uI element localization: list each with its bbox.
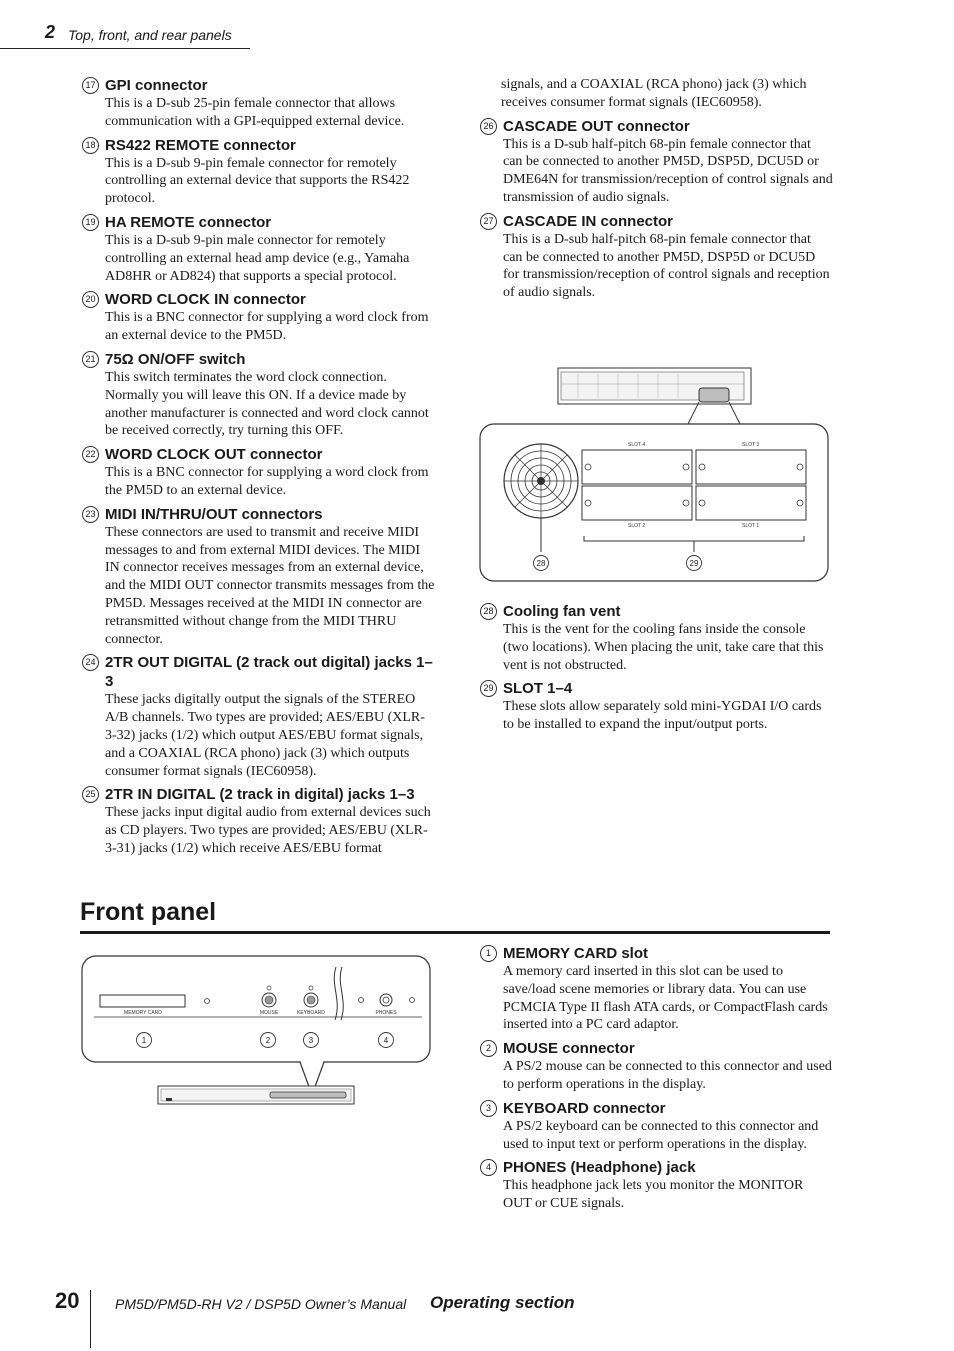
- item-20: [80, 290, 435, 345]
- item-description: This is a BNC connector for supplying a word clock from an external device to the PM5D.: [105, 310, 429, 344]
- item-heading: [80, 505, 435, 524]
- rear-panel-illustration: [478, 366, 832, 584]
- item-19: [80, 213, 435, 285]
- item-heading: [80, 445, 435, 464]
- item-title: GPI connector: [105, 77, 208, 94]
- item-number-badge: 22: [82, 446, 99, 463]
- label-mouse: MOUSE: [259, 1010, 279, 1016]
- item-title: Cooling fan vent: [503, 603, 621, 620]
- item-title: 2TR OUT DIGITAL (2 track out digital) jacks 1–3: [105, 654, 433, 691]
- item-heading: [478, 1039, 833, 1058]
- item-description: These jacks input digital audio from external devices such as CD players. Two types are provided; AES/EBU (XLR-3-31) jacks (1/2) which receive AES/EBU format: [105, 805, 431, 856]
- item-description: These connectors are used to transmit and receive MIDI messages to and from external MIDI devices. The MIDI IN connector receives messages from an external device, and the MIDI OUT connector transmits messages from the PM5D. Messages received at the MIDI IN connector are retransmitted without change from the MIDI THRU connector.: [105, 524, 435, 647]
- item-24: [80, 653, 435, 780]
- item-heading: [478, 602, 833, 621]
- item-heading: [80, 290, 435, 309]
- item-title: PHONES (Headphone) jack: [503, 1159, 696, 1177]
- item-title: 75Ω ON/OFF switch: [105, 350, 246, 368]
- item-heading: [80, 213, 435, 232]
- item-title: MOUSE connector: [503, 1040, 635, 1058]
- item-29: [478, 679, 833, 734]
- cooling-fan-icon: [504, 444, 578, 518]
- item-number-badge: 2: [480, 1040, 497, 1057]
- manual-title: PM5D/PM5D-RH V2 / DSP5D Owner’s Manual: [115, 1296, 407, 1312]
- item-1: [478, 944, 833, 1034]
- item-23: [80, 505, 435, 649]
- item-number-badge: 24: [82, 654, 99, 671]
- item-number-badge: 19: [82, 214, 99, 231]
- item-title: HA REMOTE connector: [105, 213, 272, 231]
- item-18: [80, 136, 435, 208]
- item-22: [80, 445, 435, 500]
- item-heading: [478, 679, 833, 698]
- item-description: This switch terminates the word clock connection. Normally you will leave this ON. If a device made by another manufacturer is connected and word clock cannot be received correctly, try turning this OFF.: [105, 369, 429, 439]
- item-number-badge: 20: [82, 291, 99, 308]
- callout-28: 28: [536, 559, 546, 568]
- running-header: [0, 18, 250, 49]
- left-column: [80, 76, 435, 863]
- item-heading: [478, 1099, 833, 1118]
- front-panel-illustration: [80, 955, 435, 1108]
- item-number-badge: 23: [82, 506, 99, 523]
- item-3: [478, 1099, 833, 1154]
- item-title: WORD CLOCK OUT connector: [105, 446, 323, 464]
- item-4: [478, 1158, 833, 1213]
- item-heading: [478, 117, 833, 136]
- footer-divider: [90, 1290, 91, 1348]
- item-heading: [478, 212, 833, 231]
- item-title: MEMORY CARD slot: [503, 945, 649, 962]
- item-heading: [478, 944, 833, 963]
- item-description: This is a D-sub 9-pin female connector for remotely controlling an external device that supports the RS422 protocol.: [105, 155, 410, 207]
- slot-label: SLOT 2: [628, 523, 646, 529]
- label-memory-card: MEMORY CARD: [124, 1010, 162, 1016]
- item-description: A PS/2 keyboard can be connected to this connector and used to input text or perform operations in the display.: [503, 1118, 819, 1152]
- item-number-badge: 4: [480, 1159, 497, 1176]
- item-17: [80, 76, 435, 131]
- item-heading: [80, 785, 435, 804]
- item-25: [80, 785, 435, 857]
- item-26: [478, 117, 833, 207]
- item-description: A PS/2 mouse can be connected to this connector and used to perform operations in the display.: [503, 1059, 832, 1092]
- item-title: SLOT 1–4: [503, 680, 573, 698]
- item-description: This is a D-sub 25-pin female connector that allows communication with a GPI-equipped external device.: [105, 96, 405, 129]
- item-title: WORD CLOCK IN connector: [105, 291, 306, 309]
- item-heading: [80, 653, 435, 691]
- chapter-title: Top, front, and rear panels: [68, 27, 232, 43]
- item-heading: [80, 350, 435, 369]
- item-number-badge: 26: [480, 118, 497, 135]
- item-description: These slots allow separately sold mini-YGDAI I/O cards to be installed to expand the input/output ports.: [503, 699, 822, 733]
- item-number-badge: 25: [82, 786, 99, 803]
- page-number: 20: [55, 1288, 80, 1313]
- slot-label: SLOT 1: [742, 523, 760, 529]
- item-27: [478, 212, 833, 302]
- section-name: Operating section: [430, 1293, 575, 1312]
- item-description: These jacks digitally output the signals of the STEREO A/B channels. Two types are provided; AES/EBU (XLR-3-32) jacks (1/2) which output AES/EBU format signals, and a COAXIAL (RCA phono) jack (3) which outputs consumer format signals (IEC60958).: [105, 692, 425, 779]
- callout-3: 3: [308, 1036, 314, 1045]
- item-description: This is a D-sub half-pitch 68-pin female connector that can be connected to another PM5D, DSP5D or DCU5D for transmission/reception of control signals and reception of audio signals.: [503, 231, 830, 301]
- callout-2: 2: [265, 1036, 271, 1045]
- callout-29: 29: [689, 559, 699, 568]
- item-title: CASCADE IN connector: [503, 212, 674, 230]
- item-heading: [80, 136, 435, 155]
- item-number-badge: 3: [480, 1100, 497, 1117]
- item-heading: [80, 76, 435, 95]
- item-28: [478, 602, 833, 674]
- item-number-badge: 21: [82, 351, 99, 368]
- item-number-badge: 29: [480, 680, 497, 697]
- item-description: This is the vent for the cooling fans inside the console (two locations). When placing the unit, take care that this vent is not obstructed.: [503, 622, 824, 673]
- right-column-top: [478, 76, 833, 307]
- item-number-badge: 1: [480, 945, 497, 962]
- item-title: RS422 REMOTE connector: [105, 136, 296, 154]
- item-title: MIDI IN/THRU/OUT connectors: [105, 505, 323, 523]
- item-description: This is a D-sub 9-pin male connector for remotely controlling an external head amp device (e.g., Yamaha AD8HR or AD824) that supports a special protocol.: [105, 232, 410, 284]
- item-number-badge: 28: [480, 603, 497, 620]
- item-description: This headphone jack lets you monitor the MONITOR OUT or CUE signals.: [503, 1178, 804, 1212]
- item-heading: [478, 1158, 833, 1177]
- section-title: Front panel: [80, 898, 830, 934]
- item-title: CASCADE OUT connector: [503, 117, 690, 135]
- item-21: [80, 350, 435, 440]
- slot-label: SLOT 3: [742, 442, 760, 448]
- front-panel-figure: [80, 955, 435, 1108]
- item-2: [478, 1039, 833, 1094]
- item-number-badge: 17: [82, 77, 99, 94]
- item-title: 2TR IN DIGITAL (2 track in digital) jacks 1–3: [105, 786, 415, 804]
- item-description: This is a BNC connector for supplying a word clock from the PM5D to an external device.: [105, 465, 429, 498]
- right-column-mid: [478, 602, 833, 739]
- callout-1: 1: [141, 1036, 147, 1045]
- chapter-number: 2: [45, 22, 56, 42]
- continued-text: signals, and a COAXIAL (RCA phono) jack (3) which receives consumer format signals (IEC60958).: [501, 77, 807, 110]
- item-description: This is a D-sub half-pitch 68-pin female connector that can be connected to another PM5D, DSP5D, DCU5D or DME64N for transmission/reception of control signals and transmission of audio signals.: [503, 136, 833, 205]
- item-title: KEYBOARD connector: [503, 1099, 666, 1117]
- slot-label: SLOT 4: [628, 442, 646, 448]
- callout-4: 4: [383, 1036, 389, 1045]
- item-number-badge: 27: [480, 213, 497, 230]
- label-keyboard: KEYBOARD: [297, 1010, 325, 1016]
- right-column-bottom: [478, 944, 833, 1218]
- rear-panel-figure: [478, 366, 832, 584]
- item-number-badge: 18: [82, 137, 99, 154]
- item-description: A memory card inserted in this slot can be used to save/load scene memories or library data. You can use PCMCIA Type II flash ATA cards, or CompactFlash cards inserted into a PC card adaptor.: [503, 964, 828, 1033]
- label-phones: PHONES: [375, 1010, 397, 1016]
